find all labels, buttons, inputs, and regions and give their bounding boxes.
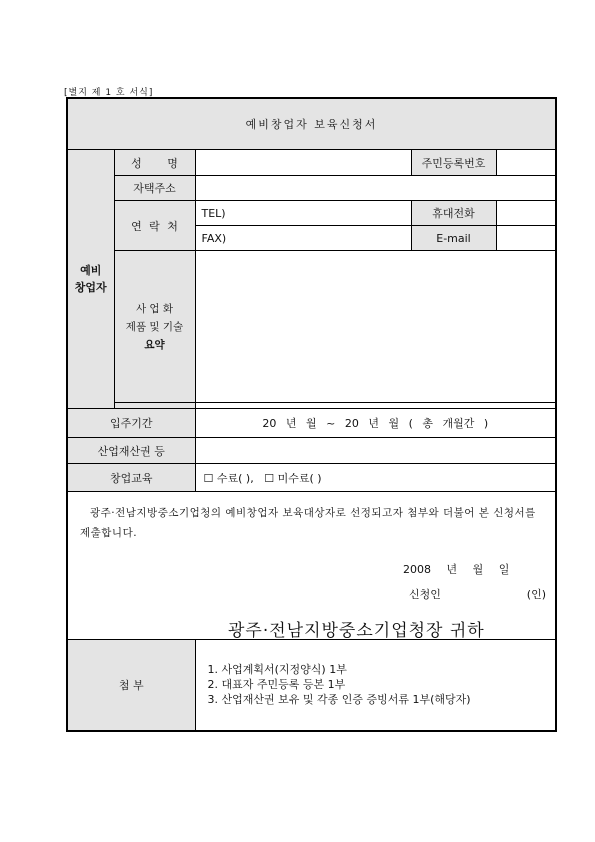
application-form xyxy=(66,97,557,732)
attachment-item: 2. 대표자 주민등록 등본 1부 xyxy=(207,678,346,692)
name-label: 성 명 xyxy=(114,150,195,176)
applicant-section-label: 예비 창업자 xyxy=(67,150,114,409)
completed-label: 수료( ), xyxy=(216,471,254,485)
attachments-list xyxy=(195,640,556,731)
form-title: 예비창업자 보육신청서 xyxy=(67,98,556,150)
fax-field[interactable]: FAX) xyxy=(195,226,411,251)
not-completed-checkbox[interactable]: ☐ xyxy=(264,471,275,485)
address-field[interactable] xyxy=(195,176,556,201)
attachments-label: 첨 부 xyxy=(67,640,195,731)
mobile-field[interactable] xyxy=(496,201,556,226)
contact-label: 연 락 처 xyxy=(114,201,195,251)
email-label: E-mail xyxy=(411,226,496,251)
attachment-item: 3. 산업재산권 보유 및 각종 인증 증빙서류 1부(해당자) xyxy=(207,693,471,707)
addressee: 광주·전남지방중소기업청장 귀하 xyxy=(228,621,485,641)
applicant-label: 신청인 xyxy=(409,588,441,601)
name-field[interactable] xyxy=(195,150,411,176)
tel-field[interactable]: TEL) xyxy=(195,201,411,226)
period-field[interactable]: 20 년 월 ~ 20 년 월 ( 총 개월간 ) xyxy=(195,409,556,438)
ip-label: 산업재산권 등 xyxy=(67,438,195,464)
email-field[interactable] xyxy=(496,226,556,251)
business-label-line1: 사 업 화 xyxy=(135,302,174,315)
declaration-text: 광주·전남지방중소기업청의 예비창업자 보육대상자로 선정되고자 첨부와 더불어 본 신청서를 제출합니다. xyxy=(80,507,536,539)
mobile-label: 휴대전화 xyxy=(411,201,496,226)
address-label: 자택주소 xyxy=(114,176,195,201)
declaration-section xyxy=(67,492,556,640)
completed-checkbox[interactable]: ☐ xyxy=(203,471,214,485)
education-label: 창업교육 xyxy=(67,464,195,492)
period-label: 입주기간 xyxy=(67,409,195,438)
form-number-label: [별지 제 1 호 서식] xyxy=(64,88,154,98)
seal-mark: (인) xyxy=(526,588,546,601)
rrn-label: 주민등록번호 xyxy=(411,150,496,176)
attachment-item: 1. 사업계획서(지정양식) 1부 xyxy=(207,663,347,677)
business-summary-field[interactable] xyxy=(195,251,556,403)
business-summary-label xyxy=(114,251,195,403)
declaration-date: 2008 년 월 일 xyxy=(403,563,510,576)
business-label-line3: 요약 xyxy=(144,338,165,351)
applicant-signature-line xyxy=(371,586,546,602)
ip-field[interactable] xyxy=(195,438,556,464)
business-label-line2: 제품 및 기술 xyxy=(125,320,184,333)
education-options xyxy=(195,464,556,492)
not-completed-label: 미수료( ) xyxy=(277,471,322,485)
rrn-field[interactable] xyxy=(496,150,556,176)
